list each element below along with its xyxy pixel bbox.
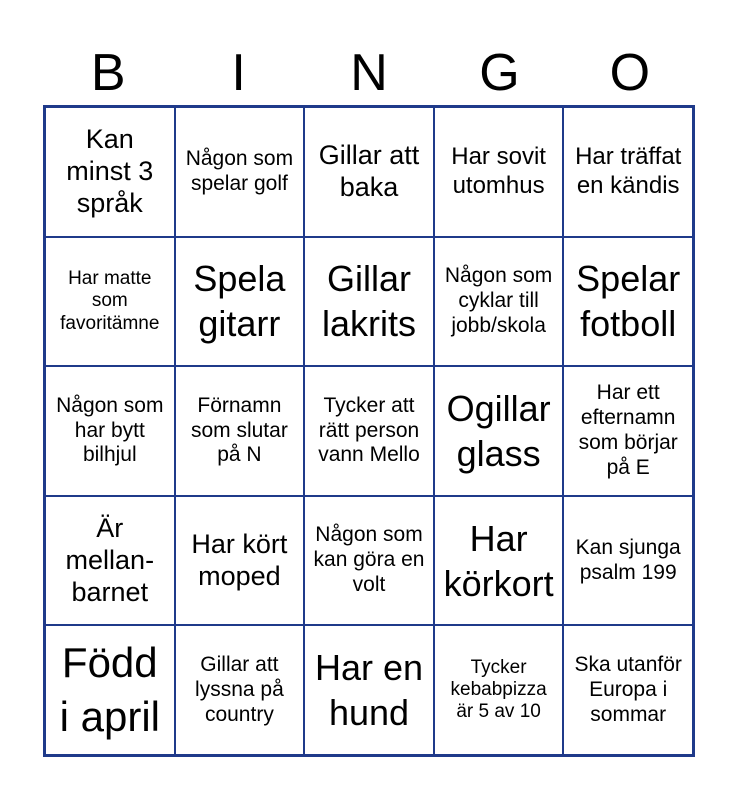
cell-text: Gillar att baka: [318, 139, 420, 202]
header-letter-b: B: [90, 44, 126, 102]
header-letter-o: O: [609, 44, 651, 102]
bingo-cell[interactable]: [45, 107, 175, 237]
bingo-header: [43, 42, 695, 104]
cell-text: Har sovit utomhus: [451, 143, 546, 199]
cell-text: Har träffat en kändis: [575, 143, 682, 199]
cell-text: Har matte som favoritämne: [60, 267, 160, 334]
bingo-cell[interactable]: [563, 625, 693, 755]
cell-text: Någon som har bytt bilhjul: [56, 393, 164, 467]
cell-text: Någon som kan göra en volt: [313, 523, 425, 596]
bingo-cell[interactable]: [304, 366, 434, 496]
cell-text: Ska utanför Europa i sommar: [574, 653, 682, 726]
bingo-cell[interactable]: [563, 107, 693, 237]
bingo-cell[interactable]: [563, 366, 693, 496]
cell-text: Har ett efternamn som börjar på E: [578, 381, 678, 479]
bingo-cell[interactable]: [175, 625, 305, 755]
bingo-cell[interactable]: [175, 107, 305, 237]
cell-text: Är mellan-barnet: [65, 512, 155, 607]
cell-text: Någon som spelar golf: [185, 147, 294, 195]
bingo-cell[interactable]: [45, 366, 175, 496]
bingo-cell[interactable]: [434, 107, 564, 237]
header-letter-n: N: [350, 44, 388, 102]
header-letter-g: G: [479, 44, 520, 102]
bingo-cell[interactable]: [175, 237, 305, 367]
cell-text: Spelar fotboll: [576, 258, 681, 345]
cell-text: Förnamn som slutar på N: [190, 393, 288, 467]
cell-text: Spela gitarr: [193, 258, 286, 345]
bingo-cell[interactable]: [563, 237, 693, 367]
cell-text: Har en hund: [314, 647, 424, 734]
cell-text: Född i april: [59, 638, 160, 741]
bingo-cell[interactable]: [304, 237, 434, 367]
bingo-cell[interactable]: [175, 496, 305, 626]
cell-text: Någon som cyklar till jobb/skola: [444, 264, 553, 337]
cell-text: Kan sjunga psalm 199: [575, 535, 681, 584]
bingo-cell[interactable]: [434, 366, 564, 496]
bingo-cell[interactable]: [434, 625, 564, 755]
bingo-cell[interactable]: [304, 107, 434, 237]
header-letter-i: I: [231, 44, 246, 102]
bingo-cell[interactable]: [45, 625, 175, 755]
bingo-cell[interactable]: [45, 496, 175, 626]
bingo-cell[interactable]: [304, 496, 434, 626]
bingo-cell[interactable]: [434, 237, 564, 367]
cell-text: Ogillar glass: [446, 387, 551, 474]
bingo-cell[interactable]: [45, 237, 175, 367]
bingo-cell[interactable]: [434, 496, 564, 626]
cell-text: Tycker kebabpizza är 5 av 10: [450, 656, 547, 723]
cell-text: Kan minst 3 språk: [66, 124, 154, 218]
cell-text: Har körkort: [443, 517, 554, 604]
cell-text: Tycker att rätt person vann Mello: [318, 393, 420, 467]
bingo-cell[interactable]: [304, 625, 434, 755]
bingo-cell[interactable]: [563, 496, 693, 626]
cell-text: Gillar att lyssna på country: [195, 653, 284, 726]
bingo-board: [43, 105, 695, 757]
cell-text: Har kört moped: [191, 528, 288, 591]
cell-text: Gillar lakrits: [321, 258, 416, 345]
bingo-cell[interactable]: [175, 366, 305, 496]
